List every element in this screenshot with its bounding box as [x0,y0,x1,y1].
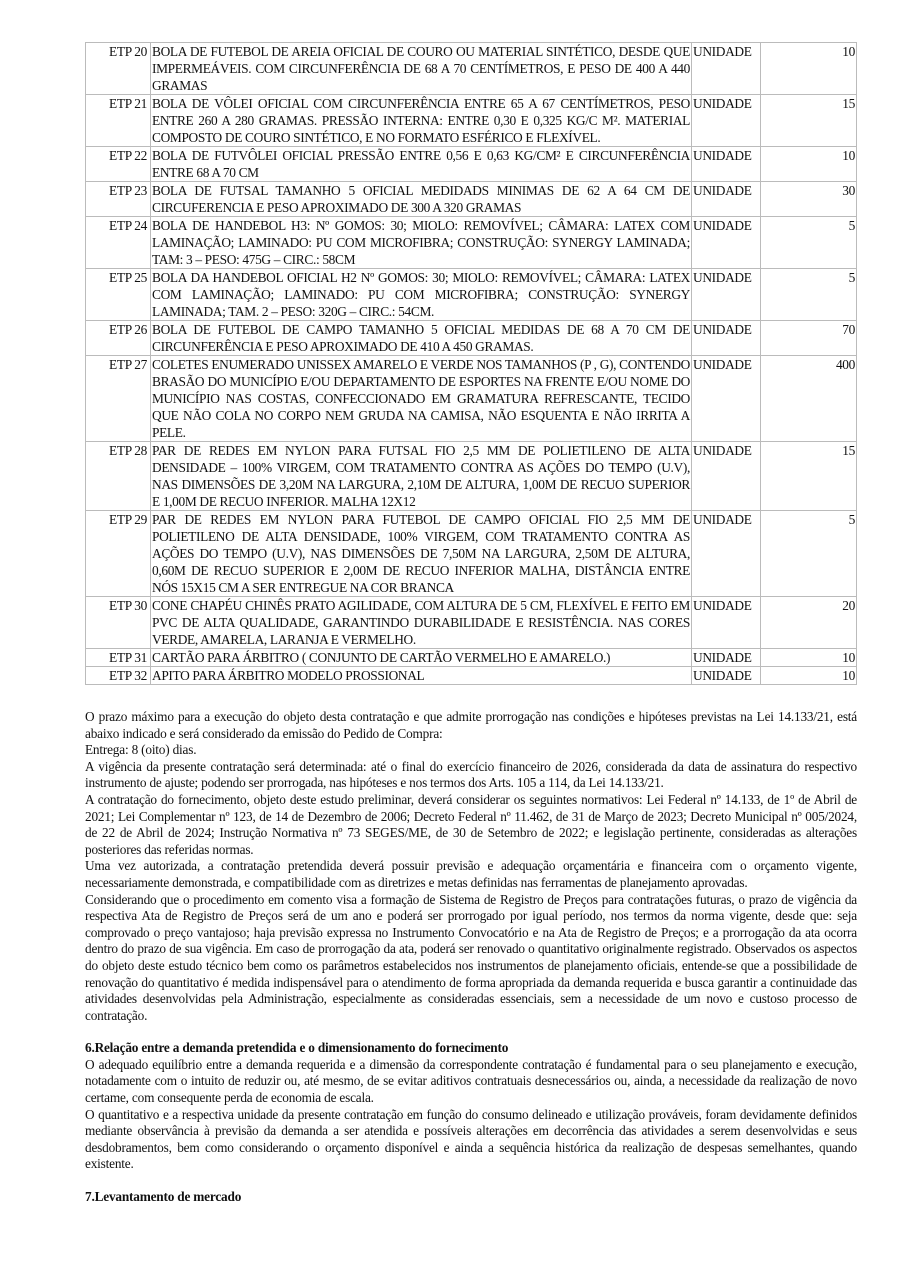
item-unit: UNIDADE [692,442,761,511]
item-unit: UNIDADE [692,43,761,95]
item-quantity: 20 [761,597,857,649]
item-unit: UNIDADE [692,649,761,667]
item-unit: UNIDADE [692,95,761,147]
item-quantity: 5 [761,511,857,597]
item-description: BOLA DE FUTEBOL DE CAMPO TAMANHO 5 OFICIAL MEDIDAS DE 68 A 70 CM DE CIRCUNFERÊNCIA E PESO APROXIMADO DE 410 A 450 GRAMAS. [152,322,690,354]
item-quantity: 30 [761,182,857,217]
item-description: BOLA DE FUTSAL TAMANHO 5 OFICIAL MEDIDADS MINIMAS DE 62 A 64 CM DE CIRCUFERENCIA E PESO APROXIMADO DE 300 A 320 GRAMAS [152,183,690,215]
table-row [86,667,857,685]
item-code: ETP 29 [86,511,151,597]
item-description: BOLA DE FUTVÔLEI OFICIAL PRESSÃO ENTRE 0,56 E 0,63 KG/CM² E CIRCUNFERÊNCIA ENTRE 68 A 70 CM [152,148,690,180]
item-unit: UNIDADE [692,597,761,649]
table-row [86,511,857,597]
item-description: BOLA DA HANDEBOL OFICIAL H2 Nº GOMOS: 30; MIOLO: REMOVÍVEL; CÂMARA: LATEX COM LAMINAÇÃO; LAMINADO: PU COM MICROFIBRA; CONSTRUÇÃO: SYNERGY LAMINADA; TAM. 2 – PESO: 320G – CIRC.: 54CM. [152,270,690,319]
paragraph: A contratação do fornecimento, objeto deste estudo preliminar, deverá considerar os seguintes normativos: Lei Federal nº 14.133, de 1º de Abril de 2021; Lei Complementar nº 123, de 14 de Dezembro de 2006; Decreto Federal nº 11.462, de 31 de Março de 2023; Decreto Municipal nº 005/2024, de 22 de Abril de 2024; Instrução Normativa nº 73 SEGES/ME, de 30 de Setembro de 2022; e legislação pertinente, consideradas as alterações posteriores das referidas normas. [85,791,857,857]
item-code: ETP 22 [86,147,151,182]
item-quantity: 10 [761,649,857,667]
table-row [86,147,857,182]
item-description: COLETES ENUMERADO UNISSEX AMARELO E VERDE NOS TAMANHOS (P , G), CONTENDO BRASÃO DO MUNICÍPIO E/OU DEPARTAMENTO DE ESPORTES NA FRENTE E/OU NOME DO MUNICÍPIO NAS COSTAS, CONFECCIONADO EM GRAMATURA REFRESCANTE, TECIDO QUE NÃO COLA NO CORPO NEM GRUDA NA CAMISA, NÃO ESQUENTA E NÃO IRRITA A PELE. [152,357,690,440]
item-code: ETP 25 [86,269,151,321]
item-quantity: 5 [761,269,857,321]
item-unit: UNIDADE [692,356,761,442]
item-quantity: 5 [761,217,857,269]
table-row [86,95,857,147]
item-description: PAR DE REDES EM NYLON PARA FUTEBOL DE CAMPO OFICIAL FIO 2,5 MM DE POLIETILENO DE ALTA DENSIDADE, 100% VIRGEM, COM TRATAMENTO CONTRA AS AÇÕES DO TEMPO (U.V), NAS DIMENSÕES DE 7,50M NA LARGURA, 2,50M DE ALTURA, 0,60M DE RECUO SUPERIOR E 2,00M DE RECUO INFERIOR MALHA, DISTÂNCIA ENTRE NÓS 15X15 CM A SER ENTREGUE NA COR BRANCA [152,512,690,595]
item-description: BOLA DE VÔLEI OFICIAL COM CIRCUNFERÊNCIA ENTRE 65 A 67 CENTÍMETROS, PESO ENTRE 260 A 280 GRAMAS. PRESSÃO INTERNA: ENTRE 0,30 E 0,325 KG/C M². MATERIAL COMPOSTO DE COURO SINTÉTICO, E NO FORMATO ESFÉRICO E FLEXÍVEL. [152,96,690,145]
item-quantity: 15 [761,95,857,147]
paragraph: A vigência da presente contratação será determinada: até o final do exercício financeiro de 2026, considerada da data de assinatura do respectivo instrumento de ajuste; podendo ser prorrogada, nas hipóteses e nos termos dos Arts. 105 a 114, da Lei 14.133/21. [85,758,857,791]
table-row [86,442,857,511]
item-unit: UNIDADE [692,321,761,356]
item-description: BOLA DE FUTEBOL DE AREIA OFICIAL DE COURO OU MATERIAL SINTÉTICO, DESDE QUE IMPERMEÁVEIS. COM CIRCUNFERÊNCIA DE 68 A 70 CENTÍMETROS, E PESO DE 400 A 440 GRAMAS [152,44,690,93]
item-code: ETP 32 [86,667,151,685]
item-quantity: 70 [761,321,857,356]
item-quantity: 10 [761,43,857,95]
paragraph: O adequado equilíbrio entre a demanda requerida e a dimensão da correspondente contratação é fundamental para o seu planejamento e execução, notadamente com o intuito de reduzir ou, até mesmo, de se evitar aditivos contratuais desnecessários ou, ainda, a necessidade da realização de novo certame, com consequente perda de economia de escala. [85,1056,857,1106]
paragraph: Considerando que o procedimento em comento visa a formação de Sistema de Registro de Preços para contratações futuras, o prazo de vigência da respectiva Ata de Registro de Preços será de um ano e poderá ser prorrogado por igual período, nos termos da norma vigente, desde que: seja comprovado o preço vantajoso; haja previsão expressa no Instrumento Convocatório e na Ata de Registro de Preços; e a prorrogação da ata ocorra dentro do prazo de sua vigência. Em caso de prorrogação da ata, poderá ser renovado o quantitativo originalmente registrado. Observados os aspectos do objeto deste estudo técnico bem como os parâmetros estabelecidos nos instrumentos de planejamento oficiais, entende-se que a possibilidade de renovação do quantitativo é medida indispensável para o atendimento de forma apropriada da demanda requerida e busca garantir a continuidade das atividades desenvolvidas pela Administração, especialmente as consideradas essenciais, sem a necessidade de um novo e custoso processo de contratação. [85,891,857,1023]
table-row [86,649,857,667]
item-code: ETP 20 [86,43,151,95]
item-code: ETP 27 [86,356,151,442]
item-quantity: 400 [761,356,857,442]
paragraph: O prazo máximo para a execução do objeto desta contratação e que admite prorrogação nas condições e hipóteses previstas na Lei 14.133/21, está abaixo indicado e será considerado da emissão do Pedido de Compra: [85,709,857,741]
table-row [86,597,857,649]
table-row [86,217,857,269]
item-unit: UNIDADE [692,182,761,217]
table-row [86,269,857,321]
item-code: ETP 23 [86,182,151,217]
item-code: ETP 24 [86,217,151,269]
item-unit: UNIDADE [692,511,761,597]
paragraph: Entrega: 8 (oito) dias. [85,742,197,758]
item-unit: UNIDADE [692,217,761,269]
item-description: BOLA DE HANDEBOL H3: Nº GOMOS: 30; MIOLO: REMOVÍVEL; CÂMARA: LATEX COM LAMINAÇÃO; LAMINADO: PU COM MICROFIBRA; CONSTRUÇÃO: SYNERGY LAMINADA; TAM: 3 – PESO: 475G – CIRC.: 58CM [152,218,690,267]
item-unit: UNIDADE [692,147,761,182]
item-code: ETP 21 [86,95,151,147]
item-code: ETP 26 [86,321,151,356]
item-quantity: 10 [761,147,857,182]
item-description: PAR DE REDES EM NYLON PARA FUTSAL FIO 2,5 MM DE POLIETILENO DE ALTA DENSIDADE – 100% VIRGEM, COM TRATAMENTO CONTRA AS AÇÕES DO TEMPO (U.V), NAS DIMENSÕES DE 3,20M NA LARGURA, 2,10M DE ALTURA, 1,00M DE RECUO SUPERIOR E 1,00M DE RECUO INFERIOR. MALHA 12X12 [152,443,690,509]
item-code: ETP 28 [86,442,151,511]
item-unit: UNIDADE [692,269,761,321]
table-row [86,321,857,356]
item-description: APITO PARA ÁRBITRO MODELO PROSSIONAL [151,667,692,685]
section-heading: 7.Levantamento de mercado [85,1189,242,1205]
item-description: CONE CHAPÉU CHINÊS PRATO AGILIDADE, COM ALTURA DE 5 CM, FLEXÍVEL E FEITO EM PVC DE ALTA QUALIDADE, GARANTINDO DURABILIDADE E RESISTÊNCIA. NAS CORES VERDE, AMARELA, LARANJA E VERMELHO. [152,598,690,647]
paragraph: Uma vez autorizada, a contratação pretendida deverá possuir previsão e adequação orçamentária e financeira com o orçamento vigente, necessariamente demonstrada, e compatibilidade com as diretrizes e metas definidas nas ferramentas de planejamento aprovadas. [85,858,857,890]
items-table [85,42,857,685]
item-description: CARTÃO PARA ÁRBITRO ( CONJUNTO DE CARTÃO VERMELHO E AMARELO.) [151,649,692,667]
item-quantity: 15 [761,442,857,511]
table-row [86,356,857,442]
table-row [86,182,857,217]
item-code: ETP 30 [86,597,151,649]
table-row [86,43,857,95]
body-text [85,709,857,1206]
item-code: ETP 31 [86,649,151,667]
paragraph: O quantitativo e a respectiva unidade da presente contratação em função do consumo delineado e utilização prováveis, foram devidamente definidos mediante observância à previsão da demanda a ser atendida e possíveis alterações em decorrência das atividades a serem desenvolvidas e seus desdobramentos, bem como considerando o orçamento disponível e ainda a sequência histórica da realização de despesas semelhantes, quando existente. [85,1106,857,1172]
item-quantity: 10 [761,667,857,685]
item-unit: UNIDADE [692,667,761,685]
section-heading: 6.Relação entre a demanda pretendida e o dimensionamento do fornecimento [85,1040,509,1056]
